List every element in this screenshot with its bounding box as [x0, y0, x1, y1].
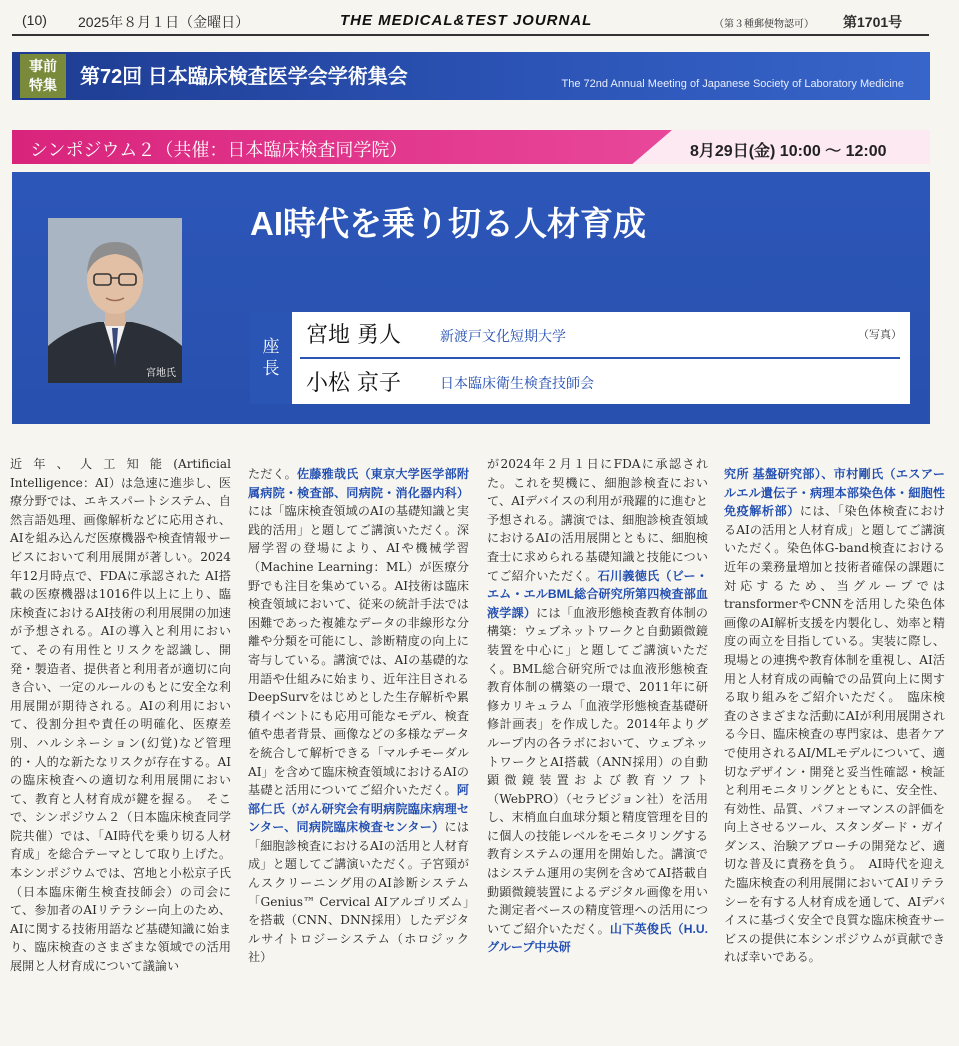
portrait-icon [48, 218, 182, 383]
tag-line: 特集 [29, 77, 57, 93]
page-number: (10) [22, 12, 47, 28]
journal-title: THE MEDICAL&TEST JOURNAL [340, 12, 593, 29]
speaker-name: 究所 基盤研究部）、市村剛氏（エスアールエル遺伝子・病理本部染色体・細胞性免疫解析部） [724, 467, 945, 519]
paragraph: には、「染色体検査におけるAIの活用と人材育成」と題してご講演いただく。染色体G-band検査における近年の業務量増加と技術者確保の課題に対応するため、当グループではtransformerやCNNを活用した染色体画像のAI解析支援を内製化し、効率と精度の両立を目指している。実装に際し、現場との連携や教育体制を重視し、AI活用と人材育成の両輪での品質向上に関する取り組みをご紹介いただく。 臨床検査のさまざまな活動にAIが利用展開される今日、臨床検査の専門家は、患者ケアで使用されるAI/MLモデルについて、適切なデザイン・開発と妥当性確認・検証と利用モニタリングとともに、安全性、有効性、品質、パフォーマンスの評価を向上させるツール、スタンダード・ガイダンス、治験アプローチの開発など、適切な普及に責務を負う。 AI時代を迎えた臨床検査の利用展開においてAIリテラシーを有する人材育成を通して、AIデバイスに基づく安全で良質な臨床検査サービスの提供に本シンポジウムが貢献できれば幸いである。 [724, 504, 945, 965]
article-column-3 [487, 455, 708, 957]
article-column-1 [10, 455, 231, 976]
chair1-name: 宮地 勇人 [306, 323, 401, 348]
speaker-name: 山下英俊氏（H.U.グループ中央研 [487, 921, 708, 955]
masthead [0, 8, 959, 34]
conference-title: 第72回 日本臨床検査医学会学術集会 [80, 66, 408, 88]
chair-label [250, 312, 292, 404]
chair2-name: 小松 京子 [306, 371, 401, 396]
conference-title-en: The 72nd Annual Meeting of Japanese Society of Laboratory Medicine [561, 78, 904, 90]
paragraph: には「細胞診検査におけるAIの活用と人材育成」と題してご講演いただく。子宮頸がんスクリーニング用のAI診断システム「Genius™ Cervical AIアルゴリズム」を搭載（CNN、DNN採用）したデジタルサイトロジーシステム（ホロジック社） [248, 820, 469, 965]
issue-date: 2025年８月１日（金曜日） [78, 14, 250, 30]
speaker-name: 佐藤雅哉氏（東京大学医学部附属病院・検査部、同病院・消化器内科） [248, 467, 469, 500]
masthead-rule [12, 34, 929, 36]
photo-caption: 宮地氏 [146, 368, 176, 379]
speaker-name: 阿部仁氏（がん研究会有明病院臨床病理センター、同病院臨床検査センター） [248, 783, 469, 835]
chair2-affiliation: 日本臨床衛生検査技師会 [440, 375, 594, 391]
article-column-2 [248, 465, 469, 967]
main-title: AI時代を乗り切る人材育成 [250, 205, 646, 242]
symposium-title: シンポジウム２（共催：日本臨床検査同学院） [30, 140, 408, 160]
paragraph: ただく。 [248, 467, 297, 481]
chair-photo [48, 218, 182, 383]
paragraph: には「臨床検査領域のAIの基礎知識と実践的活用」と題してご講演いただく。深層学習の登場により、AIや機械学習（Machine Learning：ML）が医療分野でも注目を集めている。AI技術は臨床検査領域において、従来の統計手法では困難であった複雑なデータの非線形な分離や分類を可能にし、診断精度の向上に寄与している。講演では、AIの基礎的な用語や仕組みに始まり、近年注目されるDeepSurvをはじめとした生存解析や累積イベントにも応用可能なモデル、検査値や患者背景、画像などの多様なデータを統合して解析できる「マルチモーダルAI」を含めて臨床検査領域におけるAIの基礎と活用についてご紹介いただく。 [248, 504, 469, 798]
postal-permit: （第３種郵便物認可） [714, 19, 814, 30]
article-column-4 [724, 465, 945, 967]
paragraph: 近年、人工知能(Artificial Intelligence：AI）は急速に進歩し、医療分野では、エキスパートシステム、自然言語処理、画像解析などに応用され、AIを組み込んだ医療機器や検査情報サービスにおいて利用展開が著しい。2024年12月時点で、FDAに承認された AI搭載の医療機器は1016件以上に上り、臨床検査におけるAI技術の利用展開の加速が予想される。AIの導入と利用において、その有用性とリスクを認識し、開発・製造者、提供者と利用者が適切に向き合い、一定のルールのもとに安全な利用展開が期待される。AIの利用において、役割分担や責任の明確化、医療差別、ハルシネーション(幻覚)など管理的・人的な新たなリスクが存在する。AIの臨床検査への適切な利用展開において、教育と人材育成が鍵を握る。 そこで、シンポジウム２（日本臨床検査同学院共催）では、「AI時代を乗り切る人材育成」を総合テーマとして取り上げた。本シンポジウムでは、宮地と小松京子氏（日本臨床衛生検査技師会）の司会にて、参加者のAIリテラシー向上のため、AIに関する技術用語など基礎知識に始まり、臨床検査のさまざまな領域での活用展開と人材育成について議論い [10, 457, 231, 974]
preview-tag [20, 54, 66, 98]
symposium-datetime: 8月29日(金) 10:00 ～ 12:00 [690, 143, 887, 160]
speaker-name: 石川義徳氏（ビー・エム・エルBML総合研究所第四検査部血液学課） [487, 568, 708, 620]
photo-note: （写真） [858, 329, 902, 341]
chair-label-char: 長 [262, 359, 280, 378]
chair-label-char: 座 [262, 337, 280, 356]
tag-line: 事前 [29, 58, 57, 74]
chair-divider [300, 357, 900, 359]
chair1-affiliation: 新渡戸文化短期大学 [440, 328, 566, 344]
issue-number: 第1701号 [843, 14, 903, 30]
paragraph: には「血液形態検査教育体制の構築：ウェブネットワークと自動顕微鏡装置を中心に」と題してご講演いただく。BML総合研究所では血液形態検査教育体制の構築の一環で、2011年に研修カリキュラム「血液学形態検査基礎研修計画表」を作成した。2014年よりグループ内の各ラボにおいて、ウェブネットワークとAI搭載（ANN採用）の自動顕微鏡装置および教育ソフト（WebPRO）（セラビジョン社）を活用し、末梢血白血球分類と精度管理を目的に個人の技能レベルをモニタリングする教育システムの運用を開始した。講演ではシステム運用の実例を含めてAI搭載自動顕微鏡装置によるデジタル画像を用いた測定者ベースの精度管理への活用についてご紹介いただく。 [487, 605, 708, 936]
paragraph: が2024年２月１日にFDAに承認された。これを契機に、細胞診検査において、AIデバイスの利用が飛躍的に進むと予想される。講演では、細胞診検査領域におけるAIの活用展開とともに、細胞検査士に求められる基礎知識と技能についてご紹介いただく。 [487, 457, 708, 583]
